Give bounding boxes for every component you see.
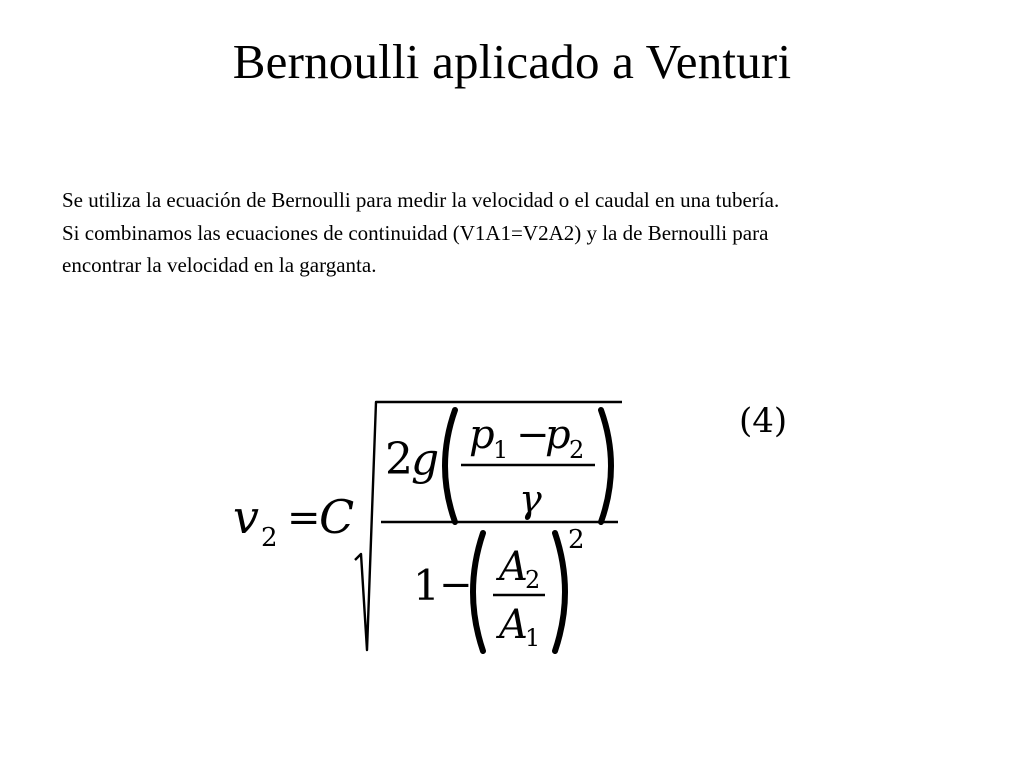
paragraph-line-1: Se utiliza la ecuación de Bernoulli para medir la velocidad o el caudal en una tubería.	[62, 188, 780, 212]
pressure-p1-subscript: 1	[493, 436, 509, 464]
numerator-two: 2	[385, 434, 413, 485]
area-a2-subscript: 2	[525, 566, 541, 594]
pressure-p2: p	[545, 412, 571, 458]
slide-paragraph	[62, 184, 962, 282]
area-a1-subscript: 1	[525, 624, 541, 652]
inner-minus: −	[516, 412, 550, 458]
equation-label: (4)	[739, 401, 788, 441]
denominator-one: 1	[413, 561, 440, 610]
specific-weight-gamma: γ	[519, 477, 542, 521]
numerator-g: g	[411, 434, 440, 485]
equals-sign: =	[287, 495, 321, 541]
pressure-p1: p	[469, 412, 495, 458]
denominator-exponent: 2	[568, 525, 585, 555]
pressure-p2-subscript: 2	[569, 436, 585, 464]
denominator-left-paren-icon	[473, 533, 483, 651]
area-a2: A	[499, 544, 528, 590]
slide-title: Bernoulli aplicado a Venturi	[232, 34, 792, 89]
area-a1: A	[499, 602, 528, 648]
coefficient: C	[319, 490, 355, 544]
right-paren-icon	[601, 410, 611, 522]
paragraph-line-2: Si combinamos las ecuaciones de continuidad (V1A1=V2A2) y la de Bernoulli para	[62, 220, 769, 245]
lhs-subscript: 2	[261, 523, 278, 553]
equation-svg	[225, 388, 805, 663]
lhs-variable: v	[233, 490, 259, 544]
paragraph-line-3: encontrar la velocidad en la garganta.	[62, 253, 377, 277]
denominator-right-paren-icon	[555, 533, 565, 651]
left-paren-icon	[445, 410, 455, 522]
denominator-minus: −	[439, 562, 473, 608]
venturi-equation	[225, 388, 805, 663]
